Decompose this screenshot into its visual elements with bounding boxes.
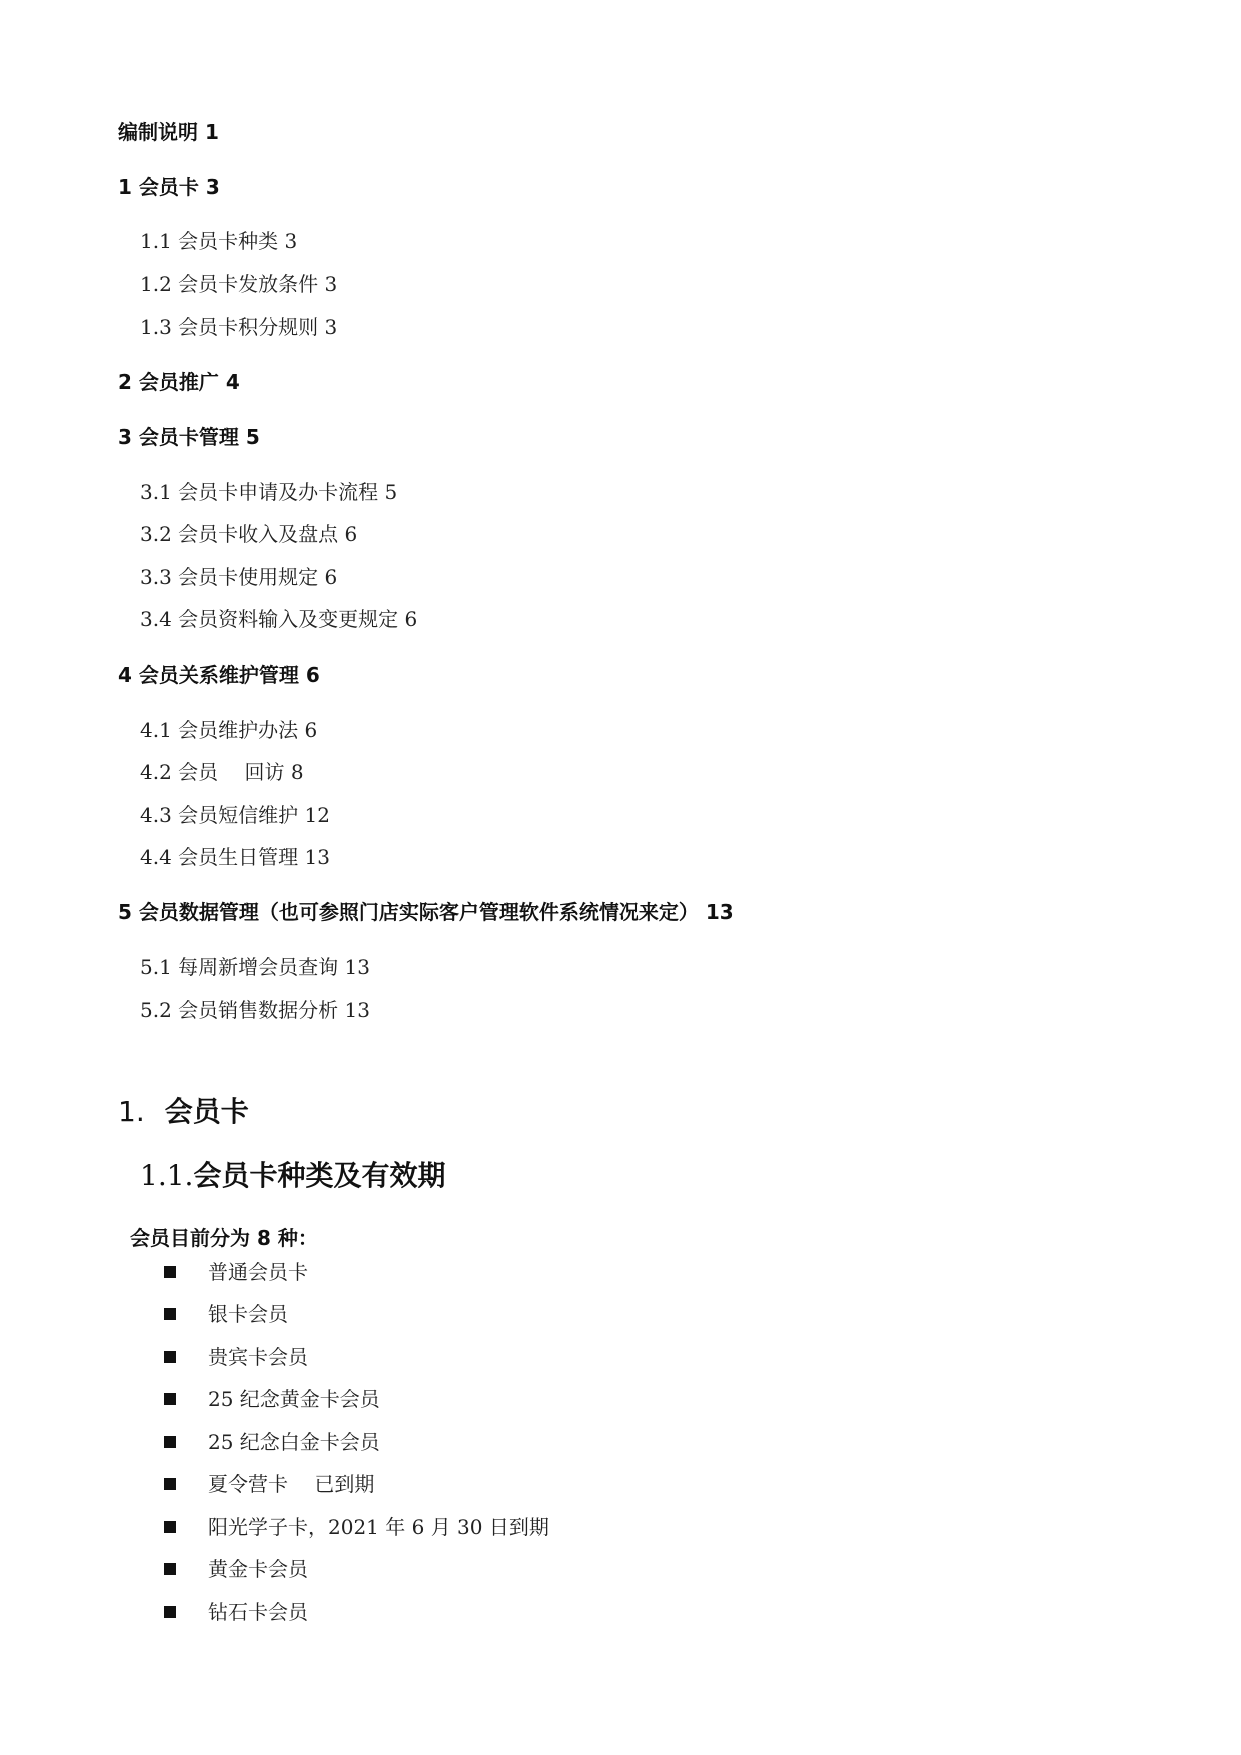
toc-entry[interactable]: 1.1 会员卡种类 3 — [140, 229, 298, 253]
toc-entry[interactable]: 4.1 会员维护办法 6 — [140, 718, 318, 742]
toc-entry[interactable]: 4.3 会员短信维护 12 — [140, 803, 330, 827]
toc-entry[interactable]: 5.1 每周新增会员查询 13 — [140, 955, 370, 979]
list-item-text: 夏令营卡 已到期 — [208, 1472, 375, 1496]
section-title: 会员卡 — [164, 1095, 249, 1128]
list-item-text: 钻石卡会员 — [208, 1600, 308, 1624]
square-bullet-icon — [164, 1478, 176, 1490]
toc-entry[interactable]: 1.2 会员卡发放条件 3 — [140, 272, 338, 296]
list-item-text: 普通会员卡 — [208, 1260, 308, 1284]
section-number: 1. — [118, 1095, 145, 1128]
square-bullet-icon — [164, 1393, 176, 1405]
toc-entry[interactable]: 3.2 会员卡收入及盘点 6 — [140, 522, 358, 546]
subsection-heading — [140, 1159, 446, 1192]
toc-entry[interactable]: 编制说明 1 — [118, 120, 219, 144]
list-item-text: 黄金卡会员 — [208, 1557, 308, 1581]
toc-entry[interactable]: 4.4 会员生日管理 13 — [140, 845, 330, 869]
toc-entry[interactable]: 1.3 会员卡积分规则 3 — [140, 315, 338, 339]
intro-text: 会员目前分为 8 种： — [130, 1226, 318, 1250]
toc-entry[interactable]: 3.3 会员卡使用规定 6 — [140, 565, 338, 589]
toc-entry[interactable]: 2 会员推广 4 — [118, 370, 240, 394]
section-heading — [118, 1095, 249, 1128]
square-bullet-icon — [164, 1308, 176, 1320]
list-item-text: 25 纪念黄金卡会员 — [208, 1387, 380, 1411]
square-bullet-icon — [164, 1436, 176, 1448]
list-item-text: 贵宾卡会员 — [208, 1345, 308, 1369]
square-bullet-icon — [164, 1521, 176, 1533]
list-item-text: 阳光学子卡，2021 年 6 月 30 日到期 — [208, 1515, 549, 1539]
subsection-title: 会员卡种类及有效期 — [193, 1159, 446, 1192]
square-bullet-icon — [164, 1606, 176, 1618]
list-item-text: 银卡会员 — [208, 1302, 288, 1326]
toc-entry[interactable]: 4 会员关系维护管理 6 — [118, 663, 320, 687]
toc-entry[interactable]: 1 会员卡 3 — [118, 175, 220, 199]
toc-entry[interactable]: 4.2 会员 回访 8 — [140, 760, 304, 784]
toc-entry[interactable]: 3 会员卡管理 5 — [118, 425, 260, 449]
list-item-text: 25 纪念白金卡会员 — [208, 1430, 380, 1454]
square-bullet-icon — [164, 1563, 176, 1575]
toc-entry[interactable]: 5.2 会员销售数据分析 13 — [140, 998, 370, 1022]
subsection-number: 1.1. — [140, 1159, 194, 1192]
square-bullet-icon — [164, 1351, 176, 1363]
toc-entry[interactable]: 3.4 会员资料输入及变更规定 6 — [140, 607, 418, 631]
square-bullet-icon — [164, 1266, 176, 1278]
toc-entry[interactable]: 5 会员数据管理（也可参照门店实际客户管理软件系统情况来定） 13 — [118, 900, 734, 924]
toc-entry[interactable]: 3.1 会员卡申请及办卡流程 5 — [140, 480, 398, 504]
